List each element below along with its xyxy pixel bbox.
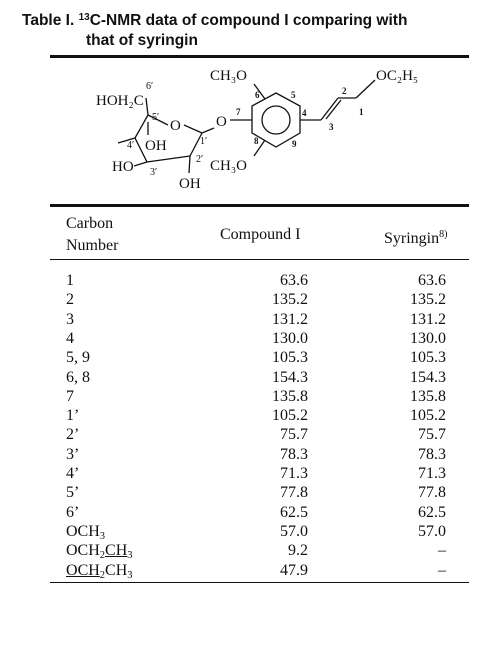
label-link-o: O	[216, 114, 227, 130]
compound-i-value: 105.2	[272, 407, 308, 424]
compound-i-value: 131.2	[272, 311, 308, 328]
compound-i-value: 130.0	[272, 330, 308, 347]
column-header-carbon	[66, 213, 118, 257]
compound-i-value: 57.0	[280, 523, 308, 540]
compound-i-value: 154.3	[272, 369, 308, 386]
carbon-number-cell: 2’	[66, 426, 80, 443]
label-oh-lower: OH	[179, 176, 201, 192]
chemical-structure	[50, 58, 469, 203]
label-6-prime: 6′	[146, 81, 154, 92]
carbon-number-cell: 6’	[66, 504, 80, 521]
atom-number-8: 8	[254, 136, 259, 146]
carbon-number-cell: 1	[66, 272, 74, 289]
syringin-value: 154.3	[410, 369, 446, 386]
header-bottom-rule	[50, 259, 469, 260]
label-oc2h5: OC₂H₅	[376, 68, 419, 84]
compound-i-value: 135.2	[272, 291, 308, 308]
column-header-carbon-line1: Carbon	[66, 215, 114, 232]
caption-line1: C-NMR data of compound I comparing with	[89, 12, 408, 29]
syringin-value: 105.3	[410, 349, 446, 366]
label-4-prime: 4′	[127, 140, 135, 151]
atom-number-5: 5	[291, 90, 296, 100]
label-hoh2c: HOH₂C	[96, 93, 144, 109]
atom-number-4: 4	[302, 108, 307, 118]
label-1-prime: 1′	[200, 136, 208, 147]
syringin-value: –	[438, 562, 446, 579]
syringin-value: 135.2	[410, 291, 446, 308]
compound-i-value: 71.3	[280, 465, 308, 482]
compound-i-value: 75.7	[280, 426, 308, 443]
table-caption	[22, 8, 492, 51]
syringin-value: 78.3	[418, 446, 446, 463]
carbon-number-cell: $OCH_2CH_3$	[66, 542, 133, 561]
label-2-prime: 2′	[196, 154, 204, 165]
column-header-syringin-text: Syringin	[384, 230, 440, 247]
compound-i-value: 63.6	[280, 272, 308, 289]
caption-line2: that of syringin	[86, 32, 198, 49]
carbon-number-cell: 5, 9	[66, 349, 90, 366]
atom-number-1: 1	[359, 107, 364, 117]
compound-i-value: 105.3	[272, 349, 308, 366]
syringin-value: 105.2	[410, 407, 446, 424]
label-ho: HO	[112, 159, 134, 175]
carbon-number-cell: 4	[66, 330, 74, 347]
column-header-syringin-ref: 8)	[439, 229, 448, 240]
compound-i-value: 78.3	[280, 446, 308, 463]
syringin-value: 77.8	[418, 484, 446, 501]
syringin-value: 62.5	[418, 504, 446, 521]
label-5-prime: 5′	[152, 112, 160, 123]
column-header-carbon-line2: Number	[66, 237, 119, 254]
carbon-number-cell: 7	[66, 388, 74, 405]
caption-isotope: 13	[78, 12, 90, 23]
syringin-value: 135.8	[410, 388, 446, 405]
syringin-value: 63.6	[418, 272, 446, 289]
label-oh-upper: OH	[145, 138, 167, 154]
carbon-number-cell: 1’	[66, 407, 80, 424]
syringin-value: 57.0	[418, 523, 446, 540]
table-bottom-rule	[50, 582, 469, 583]
compound-i-value: 47.9	[280, 562, 308, 579]
compound-i-value: 62.5	[280, 504, 308, 521]
carbon-number-cell: 4’	[66, 465, 80, 482]
carbon-number-cell: 5’	[66, 484, 80, 501]
atom-number-7: 7	[236, 107, 241, 117]
syringin-value: 75.7	[418, 426, 446, 443]
syringin-value: 130.0	[410, 330, 446, 347]
compound-i-value: 77.8	[280, 484, 308, 501]
carbon-number-cell: 6, 8	[66, 369, 90, 386]
label-ring-o: O	[170, 118, 181, 134]
caption-prefix: Table I.	[22, 12, 79, 29]
carbon-number-cell: $OCH_3$	[66, 523, 106, 542]
syringin-value: 71.3	[418, 465, 446, 482]
label-3-prime: 3′	[150, 167, 158, 178]
column-header-compound: Compound I	[220, 226, 301, 243]
carbon-number-cell: 3’	[66, 446, 80, 463]
atom-number-9: 9	[292, 139, 297, 149]
label-ch3o-top: CH₃O	[210, 68, 247, 84]
syringin-value: 131.2	[410, 311, 446, 328]
atom-number-6: 6	[255, 90, 260, 100]
compound-i-value: 9.2	[288, 542, 308, 559]
carbon-number-cell: 2	[66, 291, 74, 308]
syringin-value: –	[438, 542, 446, 559]
header-top-rule	[50, 204, 469, 207]
column-header-syringin	[384, 224, 447, 250]
carbon-number-cell: $OCH_2CH_3$	[66, 562, 133, 581]
label-ch3o-bottom: CH₃O	[210, 158, 247, 174]
atom-number-3: 3	[329, 122, 334, 132]
atom-number-2: 2	[342, 86, 347, 96]
carbon-number-cell: 3	[66, 311, 74, 328]
compound-i-value: 135.8	[272, 388, 308, 405]
